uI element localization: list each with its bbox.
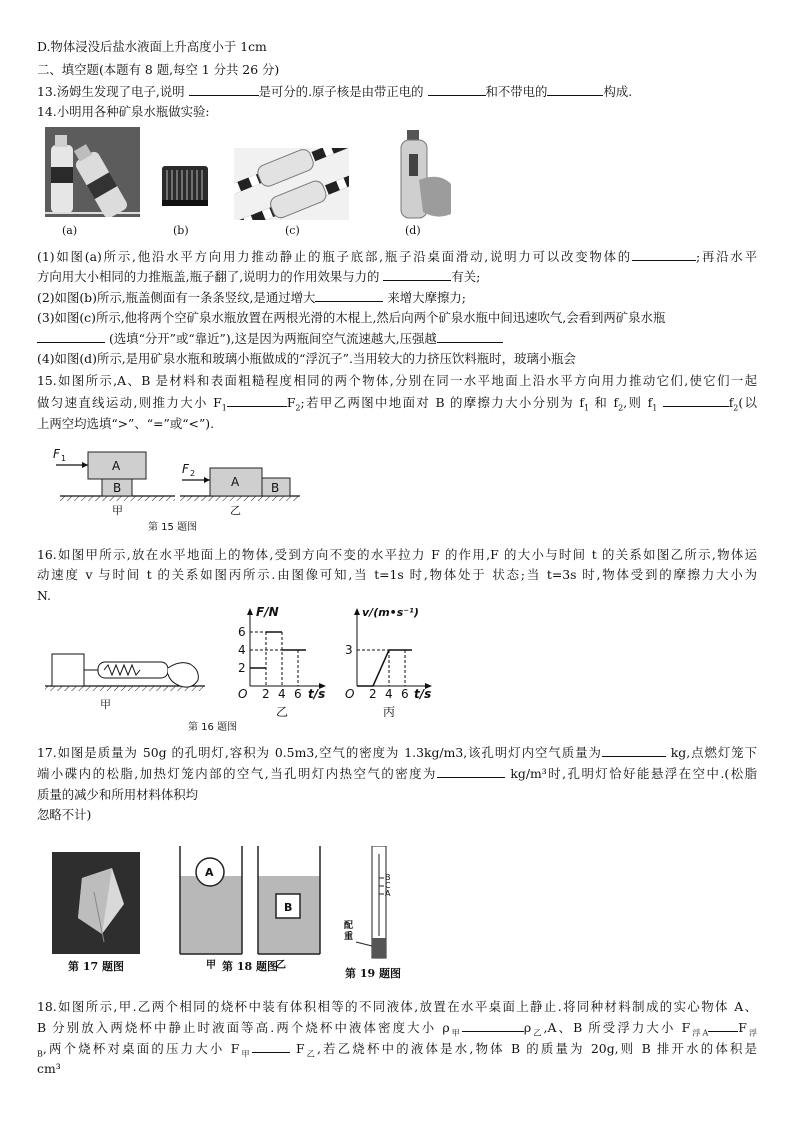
q13-text: 13.汤姆生发现了电子,说明: [37, 84, 185, 99]
answer-blank[interactable]: [602, 744, 666, 757]
label-jia: 甲: [112, 504, 123, 517]
q17-text: 17.如图是质量为 50g 的孔明灯,容积为 0.5m3,空气的密度为 1.3kg/m3,该孔明灯内空气质量为: [37, 745, 602, 760]
g2-ytick: 3: [345, 643, 353, 657]
q18-text: ,A、B 所受浮力大小 F: [543, 1020, 691, 1035]
q15-1: 15.如图所示,A、B 是材料和表面粗糙程度相同的两个物体,分别在同一水平地面上沿水平方向用力推动它们,使它们一起: [37, 373, 757, 388]
answer-blank[interactable]: [547, 83, 603, 96]
label-B: B: [284, 901, 293, 914]
q18-text: ,若乙烧杯中的液体是水,物体 B 的质量为 20g,则 B 排开水的体积是: [317, 1041, 757, 1056]
q14-text: (选填“分开”或“靠近”),这是因为两瓶间空气流速越大,压强越: [108, 331, 437, 346]
q16-2: 动速度 v 与时间 t 的关系如图丙所示.由图像可知,当 t=1s 时,物体处于 状态;当 t=3s 时,物体受到的摩擦力大小为: [37, 567, 757, 582]
label-yi: 乙: [230, 504, 241, 517]
figure-15: [50, 440, 310, 535]
g2-ylabel: v/(m•s⁻¹): [362, 606, 419, 619]
answer-blank[interactable]: [252, 1040, 290, 1053]
q18-4: cm³: [37, 1061, 61, 1076]
g1-xlabel: t/s: [308, 687, 326, 701]
answer-blank[interactable]: [708, 1019, 738, 1032]
mark-label: B: [385, 873, 391, 882]
q17-text: kg,点燃灯笼下: [670, 745, 757, 760]
q14-1: [37, 248, 757, 266]
q17-text: 端小碟内的松脂,加热灯笼内部的空气,当孔明灯内热空气的密度为: [37, 766, 437, 781]
q13: [37, 83, 632, 101]
caption-18: 第 18 题图: [222, 960, 278, 973]
caption-19: 第 19 题图: [345, 967, 401, 980]
option-d: D.物体浸没后盐水液面上升高度小于 1cm: [37, 39, 267, 54]
answer-blank[interactable]: [189, 83, 259, 96]
g1-xtick: 4: [278, 687, 286, 701]
q18-text: B 分别放入两烧杯中静止时液面等高.两个烧杯中液体密度大小 ρ: [37, 1020, 450, 1035]
label-b: (b): [173, 224, 189, 237]
answer-blank[interactable]: [663, 394, 729, 407]
q13-text: 和不带电的: [485, 84, 548, 99]
q15-text: f: [728, 395, 734, 410]
answer-blank[interactable]: [437, 330, 503, 343]
label-F1: F: [53, 447, 60, 461]
photo-kongming-lantern: [52, 852, 140, 954]
g1-xtick: 2: [262, 687, 270, 701]
q15-text: (以: [738, 395, 757, 410]
answer-blank[interactable]: [37, 330, 105, 343]
q17-1: [37, 744, 757, 762]
q14-2: [37, 289, 466, 307]
q17-text: kg/m³时,孔明灯恰好能悬浮在空中.(松脂: [510, 766, 757, 781]
subscript: 浮A: [690, 1028, 709, 1038]
q15-text: 和 f: [594, 395, 619, 410]
q14-3-cont: [37, 330, 503, 348]
q18-text: ,两个烧杯对桌面的压力大小 F: [42, 1041, 240, 1056]
subscript: 甲: [449, 1028, 462, 1038]
answer-blank[interactable]: [428, 83, 486, 96]
subscript: 乙: [304, 1049, 318, 1059]
subscript: 2: [295, 403, 301, 413]
q17-3: 质量的减少和所用材料体积均: [37, 787, 199, 802]
label-a: (a): [62, 224, 78, 237]
q15-3: 上两空均选填“>”、“=”或“<”).: [37, 416, 215, 431]
peizhong-label: 重: [344, 932, 354, 942]
q14-text: (1)如图(a)所示,他沿水平方向用力推动静止的瓶子底部,瓶子沿桌面滑动,说明力可以改变物体的: [37, 249, 633, 264]
q18-text: F: [295, 1041, 305, 1056]
label-F2-sub: 2: [190, 469, 196, 478]
mark-label: C: [385, 881, 391, 890]
q15-2: [37, 394, 757, 412]
q15-text: F: [286, 395, 296, 410]
answer-blank[interactable]: [632, 248, 696, 261]
q17-2: [37, 765, 757, 783]
subscript: 2: [733, 403, 739, 413]
g2-xlabel: t/s: [414, 687, 432, 701]
section-heading: 二、填空题(本题有 8 题,每空 1 分共 26 分): [37, 62, 280, 77]
subscript: 1: [652, 403, 658, 413]
label-jia: 甲: [206, 960, 216, 971]
mark-label: A: [385, 889, 391, 898]
q13-text: 构成.: [603, 84, 633, 99]
q14-text: (2)如图(b)所示,瓶盖侧面有一条条竖纹,是通过增大: [37, 290, 316, 305]
q13-text: 是可分的.原子核是由带正电的: [258, 84, 424, 99]
label-F2: F: [182, 462, 189, 476]
peizhong-label: 配: [344, 921, 354, 931]
q15-text: 做匀速直线运动,则推力大小 F: [37, 395, 222, 410]
subscript: B: [37, 1049, 43, 1059]
label-A-jia: A: [112, 459, 121, 473]
label-jia: 甲: [100, 698, 111, 711]
label-A-yi: A: [231, 475, 240, 489]
answer-blank[interactable]: [315, 289, 383, 302]
g2-xtick: 2: [369, 687, 377, 701]
subscript: 1: [221, 403, 227, 413]
q14-text: 有关;: [451, 269, 481, 284]
g2-xtick: 6: [401, 687, 409, 701]
g1-ytick: 4: [238, 643, 246, 657]
photo-bottles-a: [45, 127, 140, 217]
bottles-on-sticks-c: [234, 148, 349, 220]
q14-4: (4)如图(d)所示,是用矿泉水瓶和玻璃小瓶做成的“浮沉子”.当用较大的力挤压饮料瓶时，玻璃小瓶会: [37, 351, 576, 366]
q18-text: ρ: [523, 1020, 532, 1035]
q14-1-cont: [37, 268, 480, 286]
caption-15: 第 15 题图: [148, 522, 198, 533]
q14-text: 来增大摩擦力;: [387, 290, 466, 305]
label-yi: 乙: [276, 705, 289, 719]
q14-heading: 14.小明用各种矿泉水瓶做实验:: [37, 104, 210, 119]
figure-16: [40, 602, 460, 737]
g2-origin: O: [345, 687, 355, 701]
subscript: 2: [618, 403, 624, 413]
subscript: 1: [583, 403, 590, 413]
q16-1: 16.如图甲所示,放在水平地面上的物体,受到方向不变的水平拉力 F 的作用,F 的大小与时间 t 的关系如图乙所示,物体运: [37, 547, 757, 562]
answer-blank[interactable]: [227, 394, 287, 407]
g2-xtick: 4: [385, 687, 393, 701]
subscript: 甲: [239, 1049, 252, 1059]
label-yi: 乙: [276, 960, 286, 971]
label-d: (d): [405, 224, 421, 237]
g1-origin: O: [238, 687, 248, 701]
answer-blank[interactable]: [462, 1019, 524, 1032]
q16-3: N.: [37, 588, 51, 603]
answer-blank[interactable]: [383, 268, 451, 281]
answer-blank[interactable]: [437, 765, 505, 778]
label-F1-sub: 1: [61, 454, 67, 463]
q15-text: ;若甲乙两图中地面对 B 的摩擦力大小分别为 f: [300, 395, 584, 410]
label-c: (c): [285, 224, 300, 237]
g1-ytick: 2: [238, 661, 246, 675]
q14-3: (3)如图(c)所示,他将两个空矿泉水瓶放置在两根光滑的木棍上,然后向两个矿泉水瓶中间迅速吹气,会看到两矿泉水瓶: [37, 310, 666, 325]
q18-1: 18.如图所示,甲.乙两个相同的烧杯中装有体积相等的不同液体,放置在水平桌面上静止.将同种材料制成的实心物体 A、: [37, 999, 757, 1014]
q14-text: ;再沿水平: [696, 249, 757, 264]
caption-17: 第 17 题图: [68, 960, 124, 973]
g1-xtick: 6: [294, 687, 302, 701]
q14-text: 方向用大小相同的力推瓶盖,瓶子翻了,说明力的作用效果与力的: [37, 269, 380, 284]
cartesian-diver-d: [393, 130, 453, 220]
g1-ytick: 6: [238, 625, 246, 639]
q18-2: [37, 1019, 757, 1037]
bottle-cap-b: [160, 160, 210, 210]
q18-text: F: [738, 1020, 747, 1035]
label-bing: 丙: [383, 705, 396, 719]
q15-text: ,则 f: [623, 395, 653, 410]
g1-ylabel: F/N: [256, 605, 279, 619]
q17-4: 忽略不计): [37, 807, 92, 822]
label-B-jia: B: [113, 481, 122, 495]
label-B-yi: B: [271, 481, 280, 495]
subscript: 乙: [531, 1028, 544, 1038]
label-A: A: [205, 866, 214, 879]
subscript: 浮: [746, 1028, 758, 1038]
q18-3: [37, 1040, 757, 1058]
caption-16: 第 16 题图: [188, 722, 238, 733]
